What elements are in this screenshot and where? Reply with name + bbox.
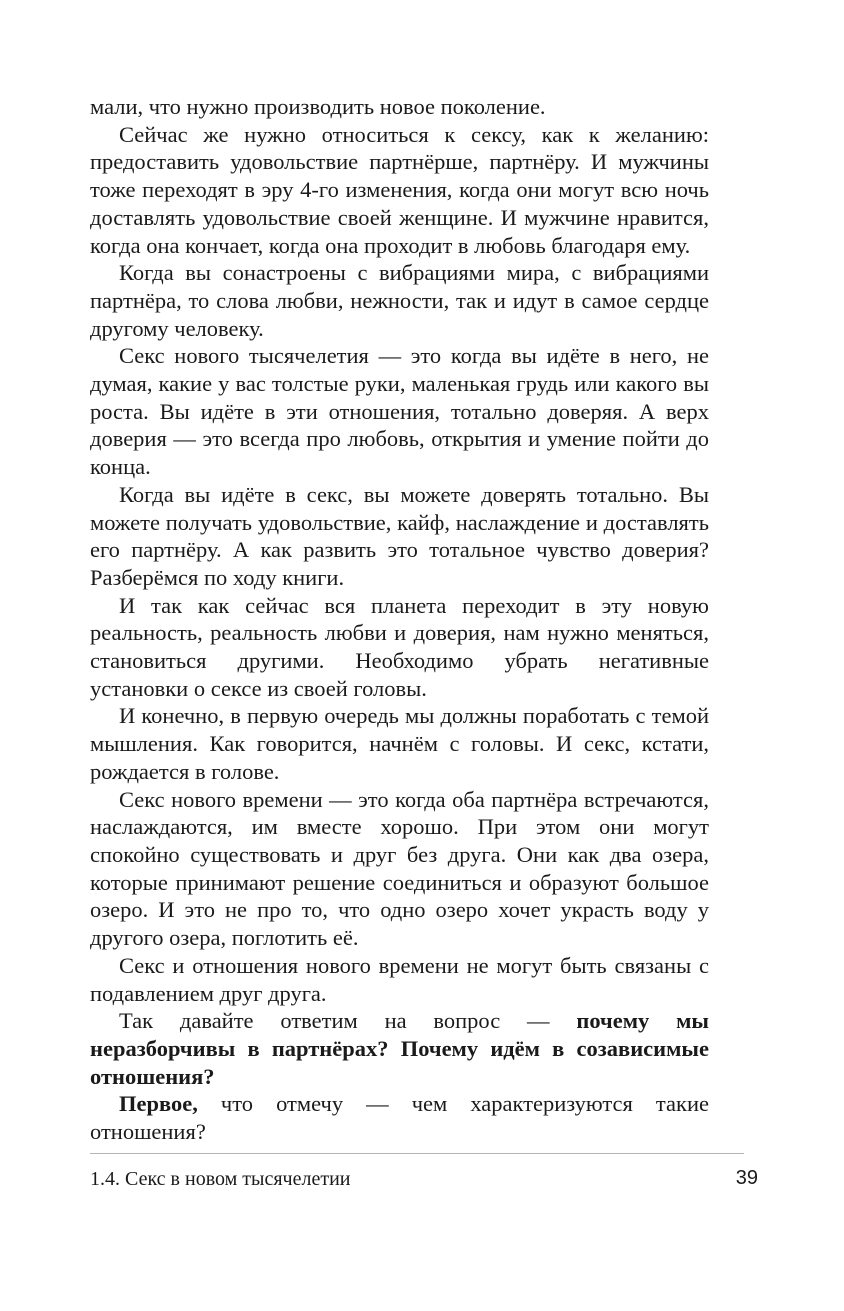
page-number: 39 xyxy=(735,1167,758,1189)
running-title: 1.4. Секс в новом тысячелетии xyxy=(90,1168,351,1190)
paragraph: Секс нового времени — это когда оба партнёра встречаются, наслаждаются, им вместе хорошо. При этом они могут спокойно существовать и друг без друга. Они как два озера, которые принимают решение соединиться и образуют большое озеро. И это не про то, что одно озеро хочет украсть воду у другого озера, поглотить её. xyxy=(90,786,709,951)
paragraph: Секс и отношения нового времени не могут быть связаны с подавлением друг друга. xyxy=(90,952,709,1006)
first-point-label: Первое, xyxy=(119,1091,198,1117)
paragraph: И конечно, в первую очередь мы должны поработать с темой мышления. Как говорится, начнём с головы. И секс, кстати, рождается в голове. xyxy=(90,703,709,784)
paragraph: Когда вы идёте в секс, вы можете доверять тотально. Вы можете получать удовольствие, кайф, наслаждение и доставлять его партнёру. А как развить это тотальное чувство доверия? Разберёмся по ходу книги. xyxy=(90,481,709,590)
paragraph: И так как сейчас вся планета переходит в эту новую реальность, реальность любви и доверия, нам нужно меняться, становиться другими. Необходимо убрать негативные установки о сексе из своей головы. xyxy=(90,592,709,701)
paragraph: мали, что нужно производить новое поколение. xyxy=(90,94,546,119)
paragraph: Сейчас же нужно относиться к сексу, как к желанию: предоставить удовольствие партнёрше, партнёру. И мужчины тоже переходят в эру 4-го изменения, когда они могут всю ночь доставлять удовольствие своей женщине. И мужчине нравится, когда она кончает, когда она проходит в любовь благодаря ему. xyxy=(90,121,709,258)
question-bold: почему мы неразборчивы в партнёрах? Почему идём в созависимые отношения? xyxy=(90,1008,709,1089)
first-point-paragraph xyxy=(90,1090,709,1145)
paragraph: Когда вы сонастроены с вибрациями мира, с вибрациями партнёра, то слова любви, нежности, так и идут в самое сердце другому человеку. xyxy=(90,260,709,341)
first-point-text: что отмечу — чем характеризуются такие отношения? xyxy=(90,1091,709,1145)
body-text xyxy=(90,93,709,1146)
paragraph: Секс нового тысячелетия — это когда вы идёте в него, не думая, какие у вас толстые руки, маленькая грудь или какого вы роста. Вы идёте в эти отношения, тотально доверяя. А верх доверия — это всегда про любовь, открытия и умение пойти до конца. xyxy=(90,343,709,480)
question-paragraph xyxy=(90,1007,709,1090)
question-intro: Так давайте ответим на вопрос — xyxy=(119,1008,577,1034)
footer-divider xyxy=(90,1153,744,1154)
